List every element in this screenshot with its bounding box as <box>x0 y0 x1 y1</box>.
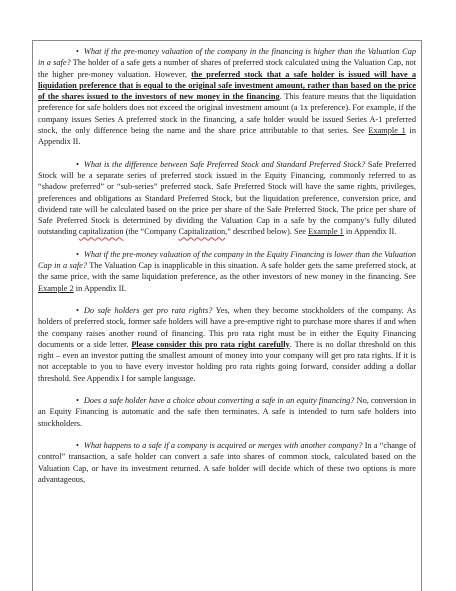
faq-answer-text: . This feature means that the liquidation preference for safe holders does not exceed the original investment amount (a 1x preference). For example, if the company issues Series A preferred stock in the financing, a safe holder would be issued Series A-1 preferred stock, the only difference being the name and the share price attributable to that series. See <box>38 92 416 136</box>
faq-answer-text: Yes, when they become stockholders of the company. As holders of preferred stock, former safe holders will have a pre-emptive right to purchase more shares if and when the company raises another round of financing. This pro rata right must be in either the Equity Financing documents or a side letter. <box>38 305 416 349</box>
bullet: • <box>76 159 79 169</box>
faq-answer-text: The Valuation Cap is inapplicable in this situation. A safe holder gets the same preferred stock, at the same price, with the same liquidation preference, as the other investors of new money in the financing. See <box>38 261 417 282</box>
bullet: • <box>76 249 79 259</box>
document-page <box>32 40 422 591</box>
faq-answer-text: . There is no dollar threshold on this right – even an investor putting the smallest amount of money into your company will get pro rata rights. If it is not acceptable to you to have every investor holding pro rata rights going forward, consider adding a dollar threshold. See Appendix I for sample language. <box>38 339 417 383</box>
faq-answer-text: In a “change of control” transaction, a safe holder can convert a safe into shares of common stock, calculated based on the Valuation Cap, or have its investment returned. A safe holder will decide which of these two options is more advantageous, <box>38 440 416 484</box>
spellcheck-word: Capitalization <box>178 227 226 237</box>
faq-answer-text: ,” described below). See <box>225 227 309 237</box>
faq-answer-text: in Appendix II. <box>73 283 127 293</box>
spellcheck-word: capitalization <box>78 227 124 237</box>
faq-answer-text: in Appendix II. <box>38 126 417 147</box>
faq-paragraph-lower-valuation <box>38 249 416 294</box>
example-1-link[interactable]: Example 1 <box>308 227 344 237</box>
emphasized-text: the preferred stock that a safe holder is issued will have a liquidation preference that is equal to the original safe investment amount, rather than based on the price of the shares issued to the investors of new money in the financing <box>38 69 416 102</box>
bullet: • <box>76 440 79 450</box>
faq-paragraph-higher-valuation <box>38 46 416 148</box>
faq-question: What if the pre-money valuation of the company in the Equity Financing is lower than the Valuation Cap in a safe? <box>38 249 416 271</box>
faq-paragraph-conversion-choice <box>38 395 416 429</box>
faq-paragraph-acquisition <box>38 440 416 485</box>
faq-paragraph-pro-rata <box>38 305 416 384</box>
faq-question: What if the pre-money valuation of the company in the financing is higher than the Valuation Cap in a safe? <box>38 47 416 68</box>
faq-answer-text: (the “Company <box>123 227 179 237</box>
faq-question: What happens to a safe if a company is acquired or merges with another company? <box>83 440 363 450</box>
faq-question: Do safe holders get pro rata rights? <box>83 305 213 315</box>
example-1-link[interactable]: Example 1 <box>368 126 406 136</box>
bullet: • <box>76 47 79 56</box>
faq-answer-text: No, conversion in an Equity Financing is automatic and the safe then terminates. A safe is intended to turn safe holders into stockholders. <box>38 396 416 428</box>
faq-answer-text: The holder of a safe gets a number of shares of preferred stock calculated using the Valuation Cap, not the higher pre-money valuation. However, <box>38 58 417 79</box>
bullet: • <box>76 305 79 315</box>
faq-question: Does a safe holder have a choice about converting a safe in an equity financing? <box>83 396 355 406</box>
emphasized-text: Please consider this pro rata right carefully <box>131 339 290 349</box>
faq-paragraph-safe-preferred <box>38 159 416 238</box>
bullet: • <box>76 396 79 406</box>
faq-question: What is the difference between Safe Preferred Stock and Standard Preferred Stock? <box>83 159 366 169</box>
example-2-link[interactable]: Example 2 <box>38 283 74 293</box>
faq-answer-text: in Appendix II. <box>343 227 397 237</box>
document-body <box>33 41 421 485</box>
faq-answer-text: Safe Preferred Stock will be a separate series of preferred stock issued in the Equity Financing, commonly referred to as “shadow preferred” or “sub-series” preferred stock. Safe Preferred Stock will have the same rights, privileges, preferences and obligations as Standard Preferred Stock, but the liquidation preference, conversion price, and dividend rate will be calculated based on the price per share of the Safe Preferred Stock. The price per share of Safe Preferred Stock is determined by dividing the Valuation Cap in a safe by the company’s fully diluted outstanding <box>38 159 416 237</box>
